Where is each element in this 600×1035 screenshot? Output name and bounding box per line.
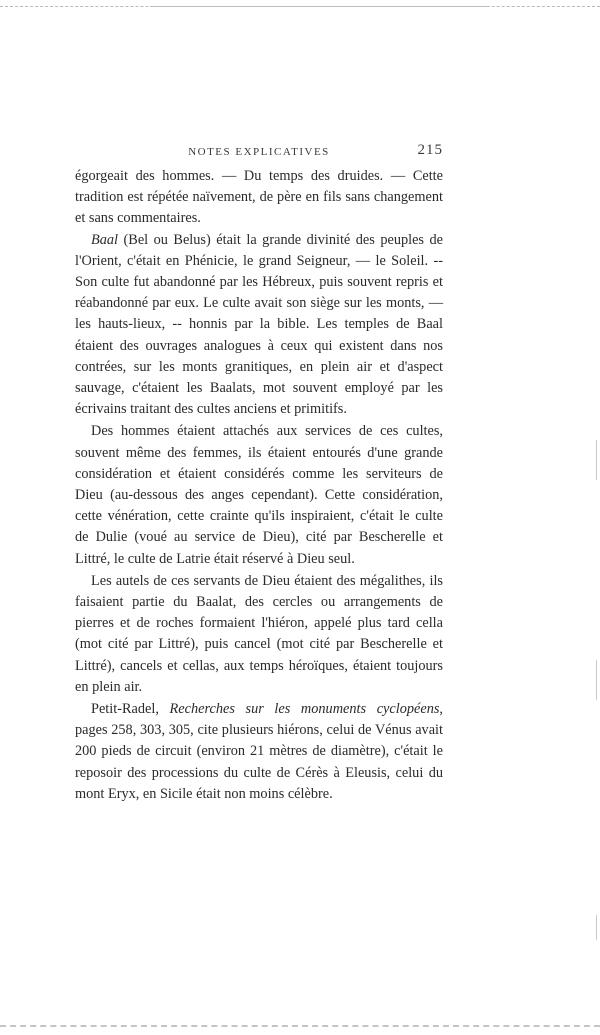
paragraph-5-text: , pages 258, 303, 305, cite plusieurs hiérons, celui de Vénus avait 200 pieds de circuit (environ 21 mètres de diamètre), c'était le reposoir des processions du culte de Cérès à Eleusis, celui du mont Eryx, en Sicile était non moins célèbre. xyxy=(75,701,443,802)
paragraph-1 xyxy=(75,166,443,230)
paragraph-5-lead-plain: Petit-Radel, xyxy=(91,701,170,718)
paragraph-2-lead: Baal xyxy=(91,231,119,248)
running-title: NOTES EXPLICATIVES xyxy=(188,146,330,158)
paragraph-2-text: (Bel ou Belus) était la grande divinité des peuples de l'Orient, c'était en Phénicie, le grand Seigneur, — le Soleil. -- Son culte fut abandonné par les Hébreux, puis souvent repris et réabandonné par eux. Le culte avait son siège sur les monts, — les hauts-lieux, -- honnis par la bible. Les temples de Baal étaient des ouvrages analogues à ceux qui existent dans nos contrées, sur les monts granitiques, en plein air et d'aspect sauvage, c'étaient les Baalats, mot souvent employé par les écrivains traitant des cultes anciens et primitifs. xyxy=(75,231,443,418)
paragraph-3-text: Des hommes étaient attachés aux services de ces cultes, souvent même des femmes, ils étaient entourés d'une grande considération et étaient considérés comme les serviteurs de Dieu (au-dessous des anges cependant). Cette considération, cette vénération, cette crainte qu'ils inspiraient, c'était le culte de Dulie (voué au service de Dieu), cité par Bescherelle et Littré, le culte de Latrie était réservé à Dieu seul. xyxy=(75,423,443,567)
scan-edge-bottom xyxy=(0,1025,600,1027)
paragraph-5-lead: Recherches sur les monuments cyclopéens xyxy=(169,701,440,718)
scan-mark-right-3 xyxy=(596,915,597,940)
paragraph-4-text: Les autels de ces servants de Dieu étaient des mégalithes, ils faisaient partie du Baalat, des cercles ou arrangements de pierres et de roches formaient l'hiéron, appelé plus tard cella (mot cité par Littré), puis cancel (mot cité par Bescherelle et Littré), cancels et cellas, aux temps héroïques, étaient toujours en plein air. xyxy=(75,572,443,695)
paragraph-5 xyxy=(75,699,443,805)
scan-edge-top-line xyxy=(150,6,490,7)
scan-mark-right-2 xyxy=(596,660,597,700)
page-number: 215 xyxy=(417,142,443,158)
paragraph-2 xyxy=(75,230,443,421)
book-page xyxy=(75,140,443,805)
body-text xyxy=(75,166,443,805)
scan-mark-right-1 xyxy=(596,440,597,480)
running-head xyxy=(75,140,443,166)
paragraph-3 xyxy=(75,421,443,569)
paragraph-4 xyxy=(75,571,443,698)
paragraph-1-text: égorgeait des hommes. — Du temps des druides. — Cette tradition est répétée naïvement, de père en fils sans changement et sans commentaires. xyxy=(75,168,443,227)
